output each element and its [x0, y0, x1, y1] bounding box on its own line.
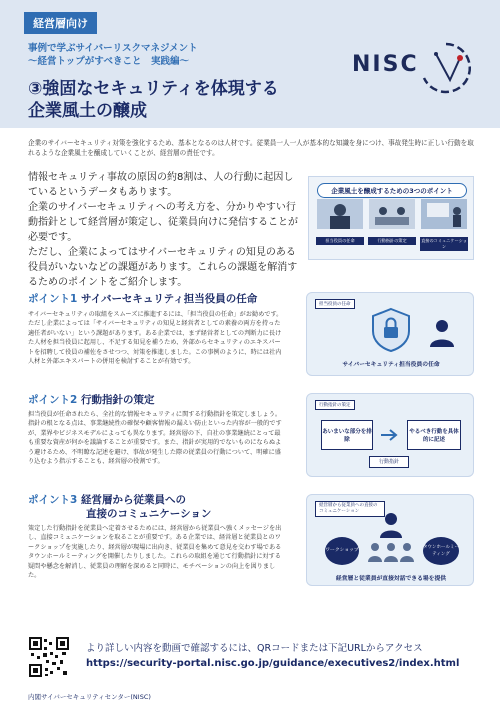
- footer-instructions: より詳しい内容を動画で確認するには、QRコードまたは下記URLからアクセス: [86, 643, 423, 654]
- guideline-badge: 行動指針: [369, 456, 409, 468]
- title-line-2: 企業風土の醸成: [28, 101, 147, 121]
- workshop-bubble: ワークショップ: [325, 537, 359, 565]
- nisc-logo-icon: [416, 40, 476, 94]
- lead-paragraph-2: 企業のサイバーセキュリティへの考え方を、分かりやすい行動指針として経営層が策定し、従業員向けに発信することが必要です。: [28, 202, 298, 243]
- point3-number: ポイント3: [28, 494, 78, 506]
- point-label-1: 担当役員の任命: [316, 237, 364, 245]
- employees-icon: [365, 541, 417, 563]
- person-group-icon: [423, 317, 461, 349]
- presentation-photo-icon: [421, 199, 467, 229]
- point1-number: ポイント1: [28, 293, 78, 305]
- point2-illustration: [306, 393, 474, 477]
- point2-number: ポイント2: [28, 394, 78, 406]
- series-subtitle: [28, 42, 328, 68]
- subtitle-line-1: 事例で学ぶサイバーリスクマネジメント: [28, 43, 198, 54]
- intro-text: 企業のサイバーセキュリティ対策を強化するため、基本となるのは人材です。従業員一人一人が基本的な知識を身につけ、事故発生時に正しい行動を取れるような企業風土を醸成していくことが、経営層の責任です。: [28, 139, 474, 157]
- point1-title: サイバーセキュリティ担当役員の任命: [80, 293, 258, 305]
- point2-body: 担当役員が任命されたら、全社的な情報セキュリティに関する行動指針を策定しましょう。指針の根となる点は、事業継続性の確保や顧客情報の漏えい防止といった内容が一般的ですが、業界やビジネスモデルによっても異なります。経営層の下、自社の事業継続にとって最も重要な資産が何かを議論することが重要です。また、指針が実用的でないものにならぬよう避けるため、不明瞭な記述を避け、事故が発生した際の従業員の行動について、明確に盛り込むよう指示することも、経営層の役割です。: [28, 411, 282, 466]
- point1-heading: [28, 292, 257, 306]
- subtitle-line-2: 〜経営トップがすべきこと 実践編〜: [28, 56, 190, 67]
- three-points-title: 企業風土を醸成するための3つのポイント: [317, 183, 467, 198]
- point3-tag: 経営層から従業員への直接のコミュニケーション: [315, 501, 385, 517]
- point2-tag: 行動指針の策定: [315, 400, 355, 410]
- townhall-bubble: タウンホールミーティング: [423, 537, 459, 565]
- point3-body: 策定した行動指針を従業員へ定着させるためには、経営層から従業員へ強くメッセージを出し、直接コミュニケーションを取ることが重要です。ある企業では、経営層と従業員とのワークショップを実施したり、経営層が現場に出向き、従業員を集めて意見を交わす場であるタウンホールミーティングを開催したりしました。これらの取組を通じて行動指針に対する疑問や懸念を解消し、従業員の理解を深めると同時に、モチベーションの向上を図りました。: [28, 525, 282, 580]
- footer-url-link[interactable]: https://security-portal.nisc.go.jp/guidance/executives2/index.html: [86, 658, 460, 669]
- point3-caption: 経営層と従業員が直接対話できる場を提供: [335, 576, 447, 582]
- point3-illustration: [306, 494, 474, 586]
- executive-photo-icon: [317, 199, 363, 229]
- point1-tag: 担当役員の任命: [315, 299, 355, 309]
- header-band: [0, 0, 500, 128]
- point1-caption: サイバーセキュリティ担当役員の任命: [342, 362, 440, 368]
- point-label-3: 直接のコミュニケーション: [421, 238, 467, 249]
- nisc-logo-text: NISC: [352, 52, 419, 77]
- point-label-2: 行動指針の策定: [368, 237, 416, 245]
- three-points-panel: [308, 176, 474, 260]
- point3-heading: [28, 493, 211, 521]
- point2-title: 行動指針の策定: [80, 394, 155, 406]
- lead-text: [28, 170, 300, 290]
- arrow-right-icon: [379, 426, 401, 444]
- lead-paragraph-1: 情報セキュリティ事故の原因の約8割は、人の行動に起因しているというデータもあります。: [28, 172, 294, 198]
- point3-title-line-2: 直接のコミュニケーション: [86, 508, 212, 520]
- concrete-action-card: やるべき行動を具体的に記述: [407, 420, 461, 450]
- page-title: [28, 78, 348, 122]
- point2-heading: [28, 393, 154, 407]
- point1-illustration: [306, 292, 474, 376]
- lead-paragraph-3: ただし、企業によってはサイバーセキュリティの知見のある役員がいないなどの課題があります。これらの課題を解消するためのポイントをご紹介します。: [28, 247, 298, 288]
- executive-icon: [377, 511, 405, 539]
- organization-name: 内閣サイバーセキュリティセンター(NISC): [28, 693, 151, 701]
- qr-code-icon[interactable]: [28, 636, 70, 678]
- shield-icon: [367, 307, 415, 353]
- audience-badge: 経営層向け: [24, 12, 97, 34]
- point3-title-line-1: 経営層から従業員への: [80, 494, 186, 506]
- point1-body: サイバーセキュリティの取組をスムーズに推進するには、「担当役員の任命」がお勧めです。ただし企業によっては「サイバーセキュリティの知見と経営者としての素養の両方を持った適任者がいない」という課題があります。ある企業では、まず経営者としての判断力に長けた人材を担当役員に起用し、不足する知見を補うため、外部からセキュリティのエキスパートを招聘して役員の補佐をさせつつ、対策を推進しました。この事例のように、時には社内人材と外部エキスパートの併用を検討することが有効です。: [28, 311, 283, 366]
- ambiguity-card: あいまいな部分を排除: [321, 420, 373, 450]
- title-line-1: ③強固なセキュリティを体現する: [28, 79, 279, 99]
- meeting-photo-icon: [369, 199, 415, 229]
